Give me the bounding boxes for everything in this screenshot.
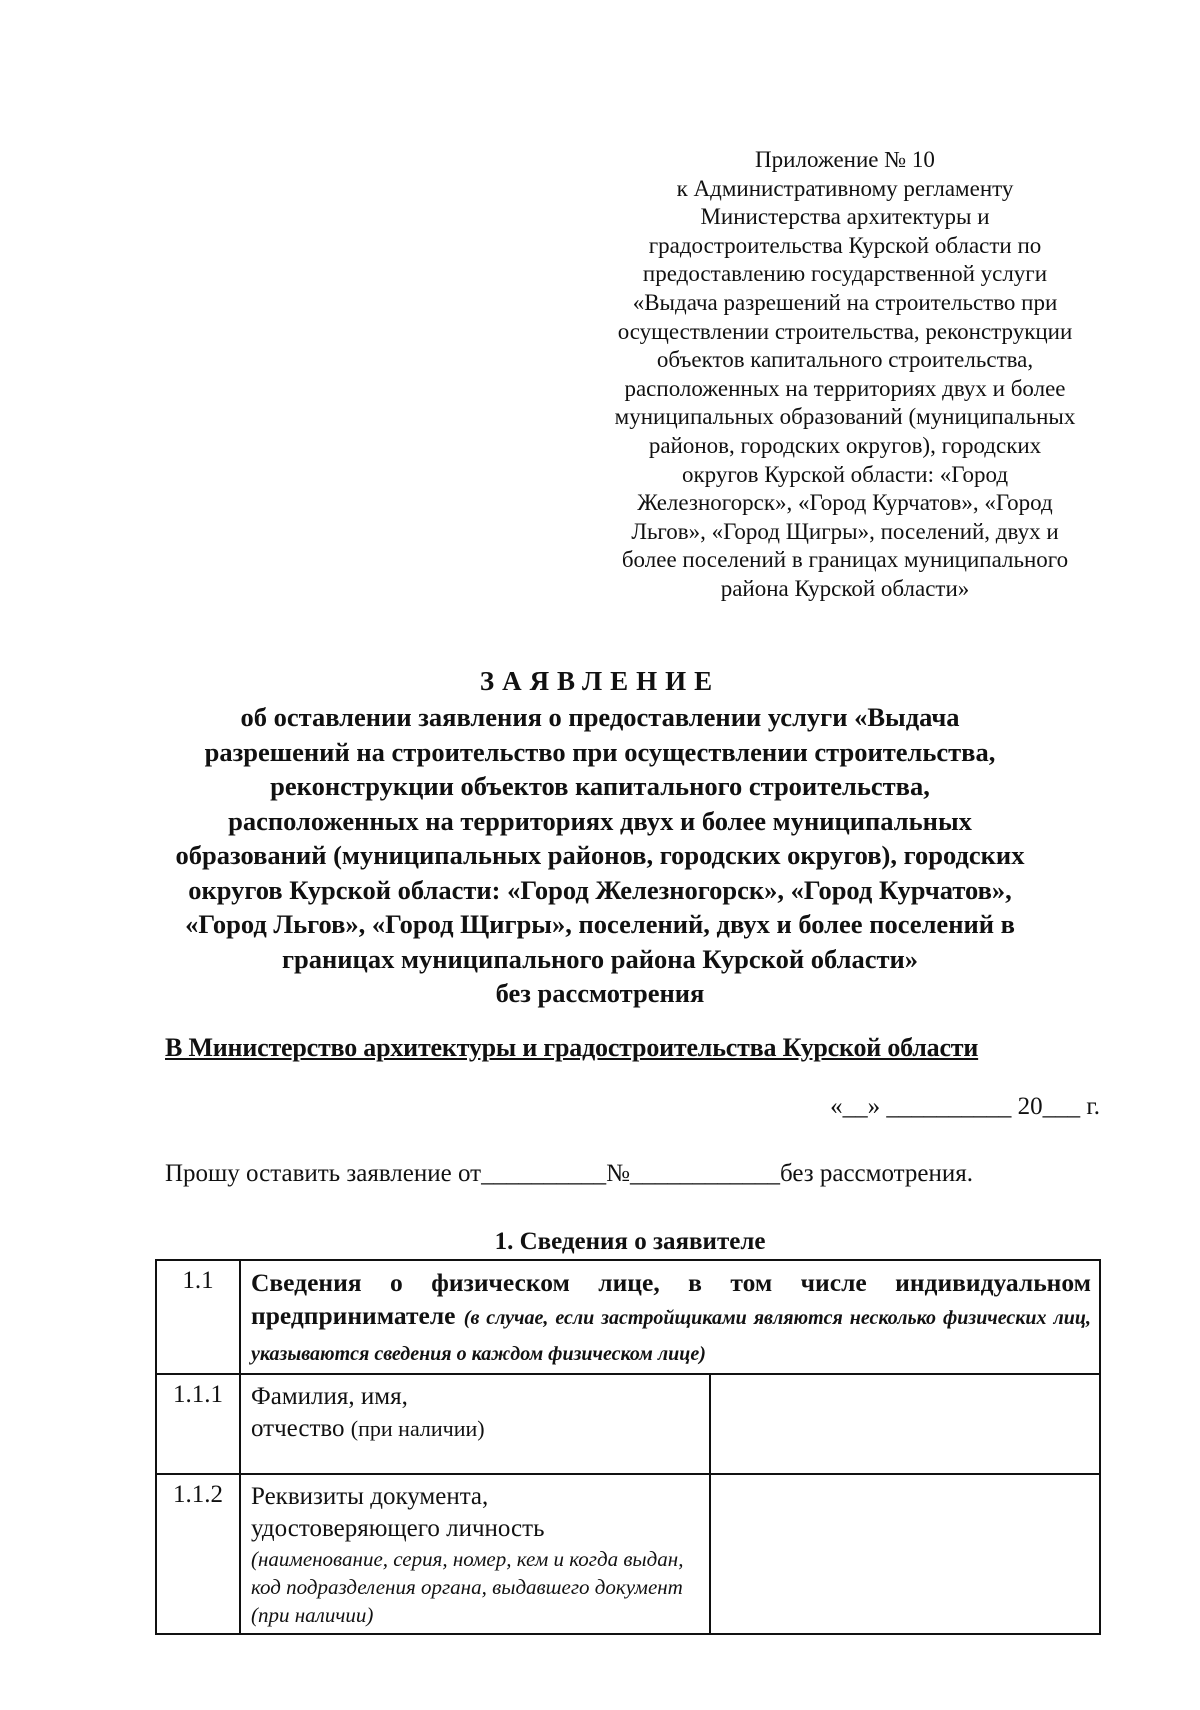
row-label-line: Фамилия, имя, (251, 1383, 408, 1410)
appendix-line: объектов капитального строительства, (656, 347, 1034, 373)
appendix-line: градостроительства Курской области по (648, 232, 1042, 258)
appendix-line: Приложение № 10 (755, 147, 935, 172)
row-label-line: удостоверяющего личность (251, 1515, 545, 1542)
appendix-line: муниципальных образований (муниципальных (614, 404, 1076, 430)
title-line: границах муниципального района Курской области» (282, 943, 918, 974)
row-label-line (251, 1413, 701, 1445)
request-text-start: Прошу оставить заявление от (165, 1160, 482, 1187)
row-number: 1.1 (156, 1260, 240, 1374)
request-date-blank[interactable]: __________ (481, 1160, 607, 1187)
appendix-line: Железногорск», «Город Курчатов», «Город (637, 490, 1053, 516)
section-title: 1. Сведения о заявителе (494, 1228, 766, 1255)
row-number: 1.1.2 (156, 1474, 240, 1634)
full-name-field[interactable] (710, 1374, 1100, 1474)
row-header (240, 1260, 1100, 1374)
title-line: реконструкции объектов капитального строительства, (270, 771, 930, 801)
appendix-line: расположенных на территориях двух и более (624, 375, 1066, 401)
appendix-line: Льгов», «Город Щигры», поселений, двух и (631, 518, 1059, 544)
title-line: без рассмотрения (495, 978, 705, 1008)
appendix-line: районов, городских округов), городских (648, 432, 1042, 458)
appendix-line: района Курской области» (720, 575, 970, 601)
document-title (150, 664, 1050, 1011)
title-main: ЗАЯВЛЕНИЕ (479, 666, 721, 696)
date-field[interactable]: «__» __________ 20___ г. (830, 1093, 1100, 1120)
identity-document-field[interactable] (710, 1474, 1100, 1634)
row-label-main: отчество (251, 1415, 345, 1442)
appendix-line: осуществлении строительства, реконструкции (617, 318, 1073, 344)
number-sign: № (606, 1160, 630, 1187)
row-label (240, 1474, 710, 1634)
appendix-header (595, 146, 1095, 604)
title-line: расположенных на территориях двух и более муниципальных (228, 805, 972, 836)
row-label-note: (наименование, серия, номер, кем и когда выдан, код подразделения органа, выдавшего документ (при наличии) (251, 1547, 684, 1627)
ministry-addressee: В Министерство архитектуры и градостроительства Курской области (165, 1033, 979, 1062)
row-header-text (251, 1266, 1091, 1371)
row-header-bold: Сведения о физическом лице, в том числе индивидуальном предпринимателе (251, 1268, 1091, 1330)
applicant-info-table (155, 1259, 1101, 1635)
appendix-line: округов Курской области: «Город (681, 461, 1009, 487)
request-text-end: без рассмотрения. (779, 1160, 973, 1187)
title-line: «Город Льгов», «Город Щигры», поселений, двух и более поселений в (185, 909, 1015, 939)
title-line: об оставлении заявления о предоставлении услуги «Выдача (240, 702, 960, 732)
row-number: 1.1.1 (156, 1374, 240, 1474)
title-line: образований (муниципальных районов, городских округов), городских (175, 840, 1025, 870)
request-text (165, 1160, 1100, 1188)
title-line: разрешений на строительство при осуществлении строительства, (204, 736, 996, 767)
request-number-blank[interactable]: ____________ (629, 1160, 780, 1187)
appendix-line: Министерства архитектуры и (700, 204, 990, 230)
table-row (156, 1260, 1100, 1374)
row-header-note: (в случае, если застройщиками являются несколько физических лиц, указываются сведения о каждом физическом лице) (251, 1307, 1091, 1365)
table-row (156, 1474, 1100, 1634)
appendix-line: «Выдача разрешений на строительство при (632, 289, 1058, 315)
row-label-line: Реквизиты документа, (251, 1483, 489, 1510)
title-line: округов Курской области: «Город Железногорск», «Город Курчатов», (188, 874, 1012, 905)
table-row (156, 1374, 1100, 1474)
appendix-line: к Административному регламенту (676, 175, 1014, 201)
appendix-line: более поселений в границах муниципального (621, 547, 1069, 573)
row-label (240, 1374, 710, 1474)
row-label-note: (при наличии) (350, 1416, 485, 1441)
appendix-line: предоставлению государственной услуги (642, 261, 1048, 287)
